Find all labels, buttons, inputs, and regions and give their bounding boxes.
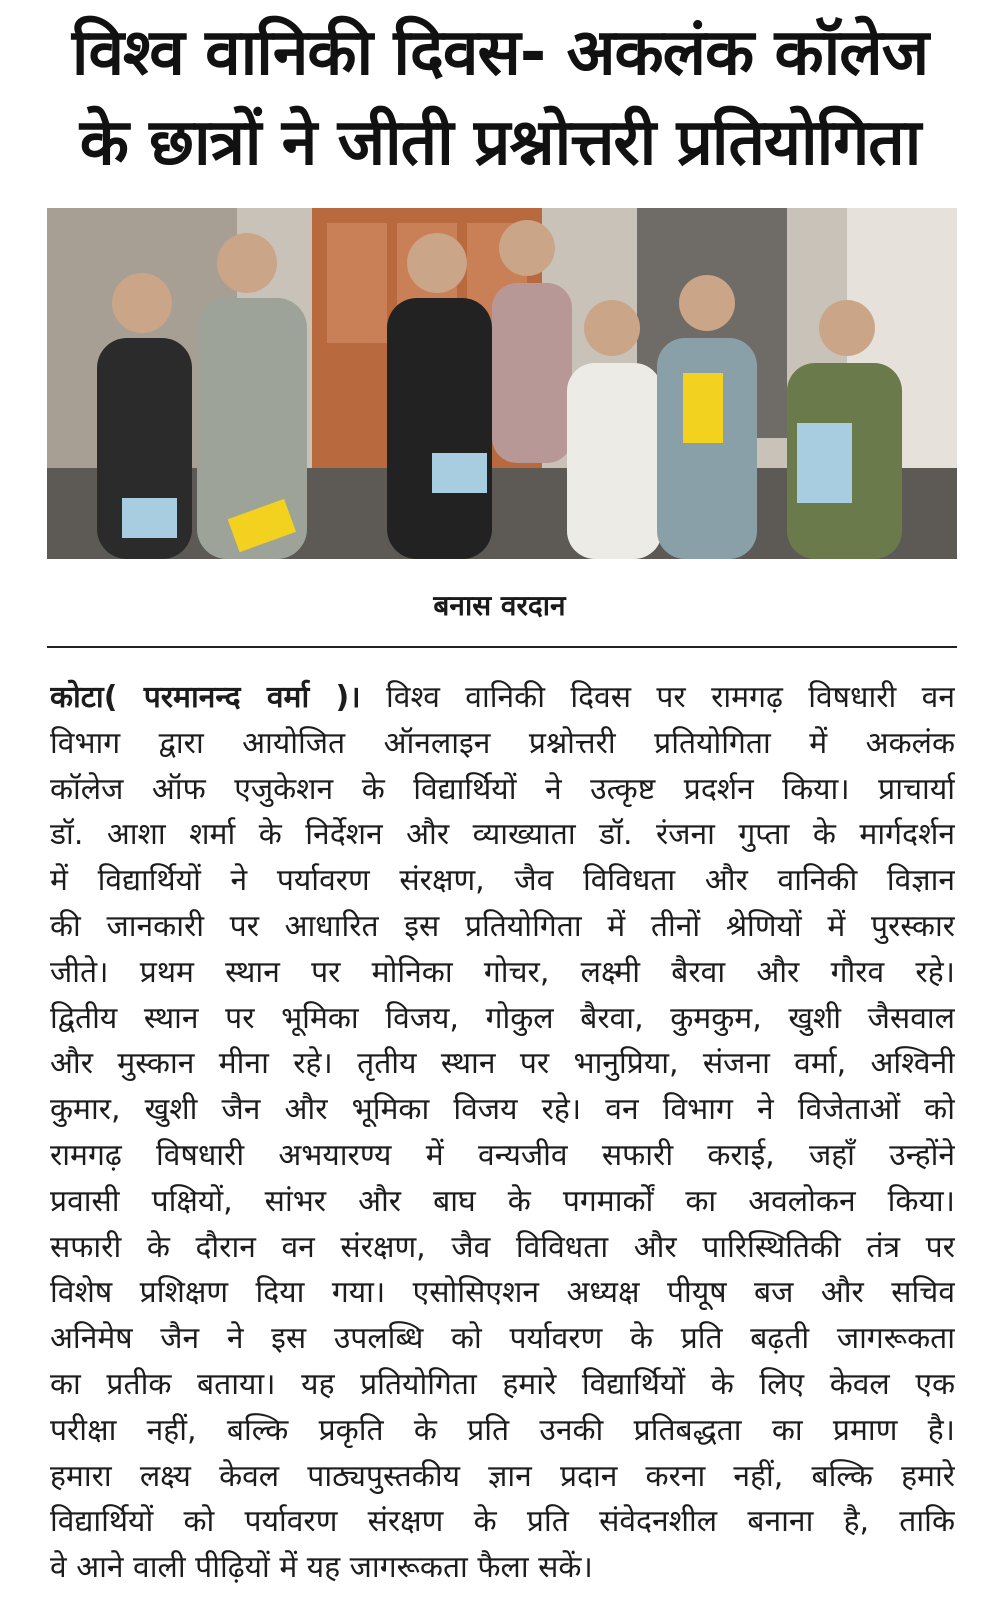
group-photo-illustration — [47, 208, 957, 559]
article-line: विभाग द्वारा आयोजित ऑनलाइन प्रश्नोत्तरी प्रतियोगिता में अकलंक — [50, 725, 955, 761]
article-line: सफारी के दौरान वन संरक्षण, जैव विविधता और पारिस्थितिकी तंत्र पर — [50, 1229, 955, 1265]
headline — [40, 8, 960, 188]
article-body — [50, 675, 955, 1591]
article-line: वे आने वाली पीढ़ियों में यह जागरूकता फैला सकें। — [50, 1550, 593, 1586]
article-line-text: विश्व वानिकी दिवस पर रामगढ़ विषधारी वन — [360, 680, 955, 715]
newspaper-source: बनास वरदान — [433, 589, 566, 622]
dateline: कोटा( परमानन्द वर्मा )। — [50, 680, 361, 715]
article-line: और मुस्कान मीना रहे। तृतीय स्थान पर भानुप्रिया, संजना वर्मा, अश्विनी — [50, 1046, 955, 1082]
article-line: डॉ. आशा शर्मा के निर्देशन और व्याख्याता डॉ. रंजना गुप्ता के मार्गदर्शन — [50, 817, 955, 853]
article-line: की जानकारी पर आधारित इस प्रतियोगिता में तीनों श्रेणियों में पुरस्कार — [50, 908, 955, 944]
divider-rule — [47, 646, 957, 648]
article-line: प्रवासी पक्षियों, सांभर और बाघ के पगमार्कों का अवलोकन किया। — [50, 1183, 955, 1219]
group-photo — [47, 208, 957, 559]
headline-line-2: के छात्रों ने जीती प्रश्नोत्तरी प्रतियोगिता — [79, 106, 921, 180]
article-line: जीते। प्रथम स्थान पर मोनिका गोचर, लक्ष्मी बैरवा और गौरव रहे। — [50, 954, 955, 990]
article-line: रामगढ़ विषधारी अभयारण्य में वन्यजीव सफारी कराई, जहाँ उन्होंने — [50, 1137, 955, 1173]
article-line: में विद्यार्थियों ने पर्यावरण संरक्षण, जैव विविधता और वानिकी विज्ञान — [50, 863, 955, 899]
article-line: कॉलेज ऑफ एजुकेशन के विद्यार्थियों ने उत्कृष्ट प्रदर्शन किया। प्राचार्या — [50, 771, 955, 807]
article-line — [50, 675, 955, 721]
article-line: द्वितीय स्थान पर भूमिका विजय, गोकुल बैरवा, कुमकुम, खुशी जैसवाल — [50, 1000, 955, 1036]
article-line: अनिमेष जैन ने इस उपलब्धि को पर्यावरण के प्रति बढ़ती जागरूकता — [50, 1321, 955, 1357]
article-line: का प्रतीक बताया। यह प्रतियोगिता हमारे विद्यार्थियों के लिए केवल एक — [50, 1366, 955, 1402]
article-line: विशेष प्रशिक्षण दिया गया। एसोसिएशन अध्यक्ष पीयूष बज और सचिव — [50, 1275, 955, 1311]
article-line: हमारा लक्ष्य केवल पाठ्यपुस्तकीय ज्ञान प्रदान करना नहीं, बल्कि हमारे — [50, 1458, 955, 1494]
article-line: परीक्षा नहीं, बल्कि प्रकृति के प्रति उनकी प्रतिबद्धता का प्रमाण है। — [50, 1412, 955, 1448]
article-line: विद्यार्थियों को पर्यावरण संरक्षण के प्रति संवेदनशील बनाना है, ताकि — [50, 1504, 955, 1540]
article-line: कुमार, खुशी जैन और भूमिका विजय रहे। वन विभाग ने विजेताओं को — [50, 1092, 955, 1128]
headline-line-1: विश्व वानिकी दिवस- अकलंक कॉलेज — [71, 16, 929, 90]
